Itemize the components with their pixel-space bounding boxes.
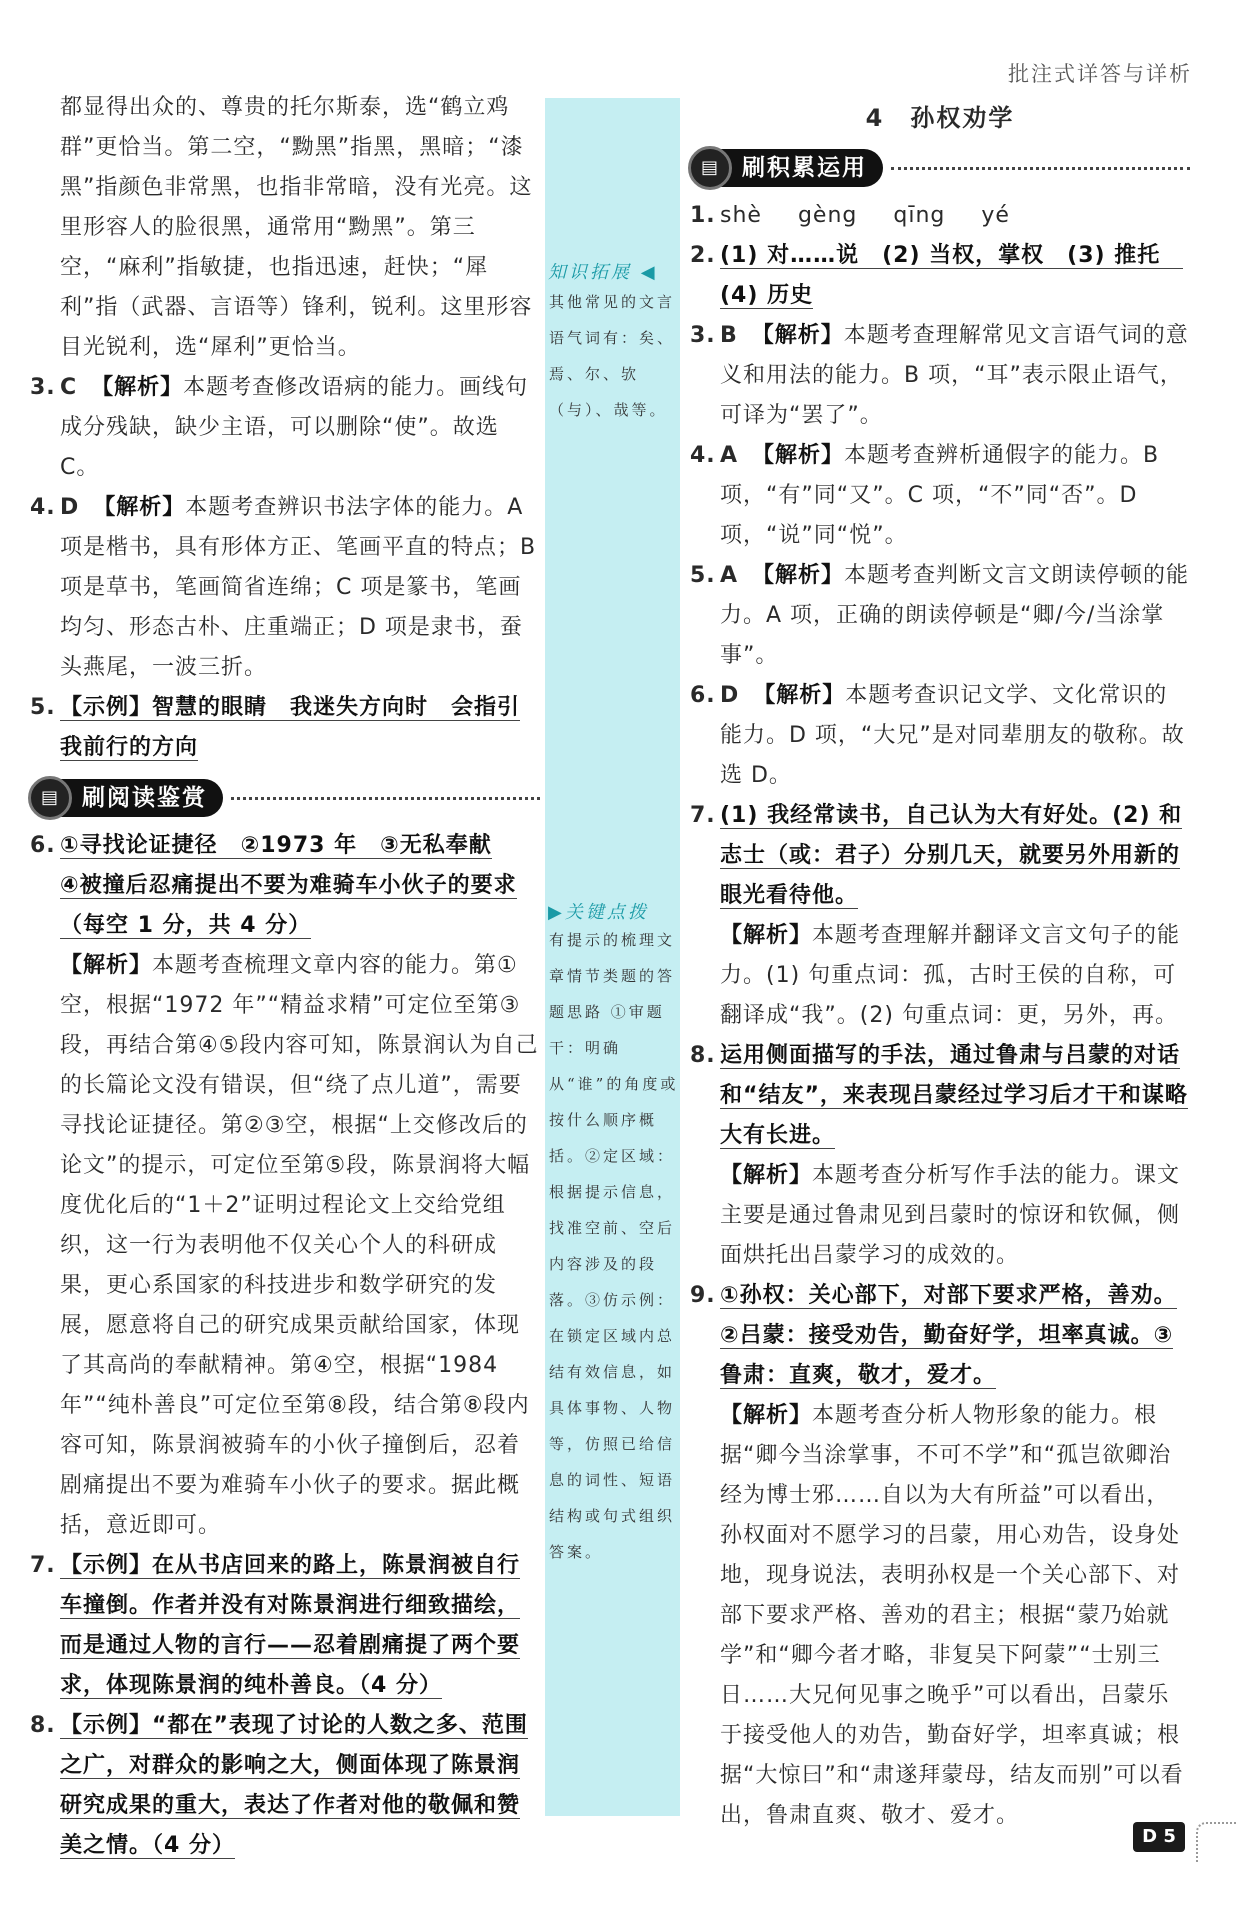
analysis-text: 本题考查梳理文章内容的能力。第①空，根据“1972 年”“精益求精”可定位至第③段，再结合第④⑤段内容可知，陈景润认为自己的长篇论文没有错误，但“绕了点儿道”，需要寻找论证捷径。第②③空，根据“上交修改后的论文”的提示，可定位至第⑤段，陈景润将大幅度优化后的“1＋2”证明过程论文上交给党组织，这一行为表明他不仅关心个人的科研成果，更心系国家的科技进步和数学研究的发展，愿意将自己的研究成果贡献给国家，体现了其高尚的奉献精神。第④空，根据“1984 年”“纯朴善良”可定位至第⑧段，结合第⑧段内容可知，陈景润被骑车的小伙子撞倒后，忍着剧痛提出不要为难骑车小伙子的要求。据此概括，意近即可。 (60, 953, 539, 1538)
answer-choice: D (720, 683, 740, 708)
item-number: 6. (30, 833, 56, 858)
answer-text: 【示例】智慧的眼睛 我迷失方向时 会指引我前行的方向 (60, 695, 521, 760)
item-number: 5. (30, 695, 56, 720)
item-number: 7. (30, 1553, 56, 1578)
answer-item (690, 676, 1190, 796)
analysis-text: 本题考查分析写作手法的能力。课文主要是通过鲁肃见到吕蒙时的惊讶和钦佩，侧面烘托出吕蒙学习的成效的。 (720, 1163, 1181, 1268)
item-number: 4. (690, 443, 716, 468)
answer-item (30, 488, 540, 688)
answer-item (30, 826, 540, 1546)
analysis-text: 本题考查理解常见文言语气词的意义和用法的能力。B 项，“耳”表示限止语气，可译为“罢了”。 (720, 323, 1189, 428)
page-header: 批注式详答与详析 (1008, 62, 1192, 86)
answer-item (30, 1546, 540, 1706)
answer-item (690, 1276, 1190, 1836)
analysis-tag: 【解析】 (91, 375, 184, 400)
analysis-text: 本题考查判断文言文朗读停顿的能力。A 项，正确的朗读停顿是“卿/今/当涂掌事”。 (720, 563, 1190, 668)
analysis-text: 本题考查识记文学、文化常识的能力。D 项，“大兄”是对同辈朋友的敬称。故选 D。 (720, 683, 1185, 788)
answer-choice: A (720, 563, 739, 588)
item-number: 1. (690, 203, 716, 228)
answer-item (30, 688, 540, 768)
section-label: 刷积累运用 (720, 149, 883, 187)
note-knowledge-title: 知识拓展 ◀ (548, 262, 658, 283)
item-number: 8. (30, 1713, 56, 1738)
analysis-tag: 【解析】 (751, 323, 844, 348)
note-knowledge-body: 其他常见的文言语气词有：矣、焉、尔、欤（与）、哉等。 (549, 293, 676, 419)
answer-text: (1) 我经常读书，自己认为大有好处。(2) 和志士（或：君子）分别几天，就要另外用新的眼光看待他。 (720, 803, 1183, 908)
page-number: D 5 (1133, 1822, 1185, 1852)
answer-item (690, 196, 1190, 236)
analysis-text: 本题考查分析人物形象的能力。根据“卿今当涂掌事，不可不学”和“孤岂欲卿治经为博士邪……自以为大有所益”可以看出，孙权面对不愿学习的吕蒙，用心劝告，设身处地，现身说法，表明孙权是一个关心部下、对部下要求严格、善劝的君主；根据“蒙乃始就学”和“卿今者才略，非复吴下阿蒙”“士别三日……大兄何见事之晚乎”可以看出，吕蒙乐于接受他人的劝告，勤奋好学，坦率真诚；根据“大惊曰”和“肃遂拜蒙母，结友而别”可以看出，鲁肃直爽、敬才、爱才。 (720, 1403, 1184, 1828)
analysis-tag: 【解析】 (720, 923, 813, 948)
answer-text: 运用侧面描写的手法，通过鲁肃与吕蒙的对话和“结友”，来表现吕蒙经过学习后才干和谋略大有长进。 (720, 1043, 1188, 1148)
answer-text: ①孙权：关心部下，对部下要求严格，善劝。②吕蒙：接受劝告，勤奋好学，坦率真诚。③鲁肃：直爽，敬才，爱才。 (720, 1283, 1177, 1388)
item-number: 2. (690, 243, 716, 268)
answer-text: ①寻找论证捷径 ②1973 年 ③无私奉献 (60, 833, 492, 858)
answer-item (690, 236, 1190, 316)
pinyin-answer: shè (720, 203, 762, 228)
answer-item (690, 796, 1190, 1036)
note-key-body: 有提示的梳理文章情节类题的答题思路 ①审题干：明确从“谁”的角度或按什么顺序概括。②定区域：根据提示信息，找准空前、空后内容涉及的段落。③仿示例：在锁定区域内总结有效信息，如具体事物、人物等，仿照已给信息的词性、短语结构或句式组织答案。 (549, 931, 679, 1561)
analysis-text: 本题考查理解并翻译文言文句子的能力。(1) 句重点词：孤，古时王侯的自称，可翻译成“我”。(2) 句重点词：更，另外，再。 (720, 923, 1181, 1028)
section-header-accumulate (688, 144, 1190, 192)
answer-choice: A (720, 443, 739, 468)
analysis-tag: 【解析】 (752, 443, 845, 468)
analysis-tag: 【解析】 (720, 1403, 813, 1428)
answer-text: (1) 对……说 (2) 当权，掌权 (3) 推托 (4) 历史 (720, 243, 1184, 308)
answer-item (690, 1036, 1190, 1276)
intro-paragraph: 都显得出众的、尊贵的托尔斯泰，选“鹤立鸡群”更恰当。第二空，“黝黑”指黑，黑暗；“漆黑”指颜色非常黑，也指非常暗，没有光亮。这里形容人的脸很黑，通常用“黝黑”。第三空，“麻利”指敏捷，也指迅速，赶快；“犀利”指（武器、言语等）锋利，锐利。这里形容目光锐利，选“犀利”更恰当。 (60, 95, 533, 360)
analysis-tag: 【解析】 (720, 1163, 813, 1188)
analysis-text: 本题考查辨识书法字体的能力。A 项是楷书，具有形体方正、笔画平直的特点；B 项是草书，笔画简省连绵；C 项是篆书，笔画均匀、形态古朴、庄重端正；D 项是隶书，蚕头燕尾，一波三折。 (60, 495, 537, 680)
pinyin-answer: gèng (797, 203, 858, 228)
answer-text: 【示例】在从书店回来的路上，陈景润被自行车撞倒。作者并没有对陈景润进行细致描绘，而是通过人物的言行——忍着剧痛提了两个要求，体现陈景润的纯朴善良。（4 分） (60, 1553, 521, 1698)
analysis-tag: 【解析】 (60, 953, 153, 978)
analysis-tag: 【解析】 (753, 683, 846, 708)
right-column (690, 98, 1190, 1836)
pinyin-answer: yé (981, 203, 1010, 228)
answer-item (690, 316, 1190, 436)
answer-choice: B (720, 323, 738, 348)
pinyin-answer: qīng (893, 203, 946, 228)
analysis-text: 本题考查辨析通假字的能力。B 项，“有”同“又”。C 项，“不”同“否”。D 项，“说”同“悦”。 (720, 443, 1160, 548)
answer-text: 【示例】“都在”表现了讨论的人数之多、范围之广，对群众的影响之大，侧面体现了陈景润研究成果的重大，表达了作者对他的敬佩和赞美之情。（4 分） (60, 1713, 528, 1858)
item-number: 9. (690, 1283, 716, 1308)
item-number: 3. (690, 323, 716, 348)
analysis-text: 本题考查修改语病的能力。画线句成分残缺，缺少主语，可以删除“使”。故选 C。 (60, 375, 529, 480)
lesson-title: 4 孙权劝学 (865, 104, 1015, 132)
answer-choice: C (60, 375, 78, 400)
section-label: 刷阅读鉴赏 (60, 779, 223, 817)
book-stack-icon: ▤ (28, 776, 72, 820)
answer-item (690, 436, 1190, 556)
item-number: 7. (690, 803, 716, 828)
answer-text: ④被撞后忍痛提出不要为难骑车小伙子的要求（每空 1 分，共 4 分） (60, 873, 517, 938)
left-column (30, 88, 540, 1866)
section-header-reading (28, 774, 540, 822)
item-number: 6. (690, 683, 716, 708)
answer-item (690, 556, 1190, 676)
answer-item (30, 1706, 540, 1866)
item-number: 8. (690, 1043, 716, 1068)
item-number: 3. (30, 375, 56, 400)
answer-choice: D (60, 495, 80, 520)
analysis-tag: 【解析】 (752, 563, 845, 588)
book-stack-icon: ▤ (688, 146, 732, 190)
answer-item (30, 368, 540, 488)
item-number: 4. (30, 495, 56, 520)
analysis-tag: 【解析】 (93, 495, 186, 520)
corner-decoration (1196, 1822, 1236, 1862)
item-number: 5. (690, 563, 716, 588)
note-key-title: ▶关键点拨 (548, 902, 649, 923)
